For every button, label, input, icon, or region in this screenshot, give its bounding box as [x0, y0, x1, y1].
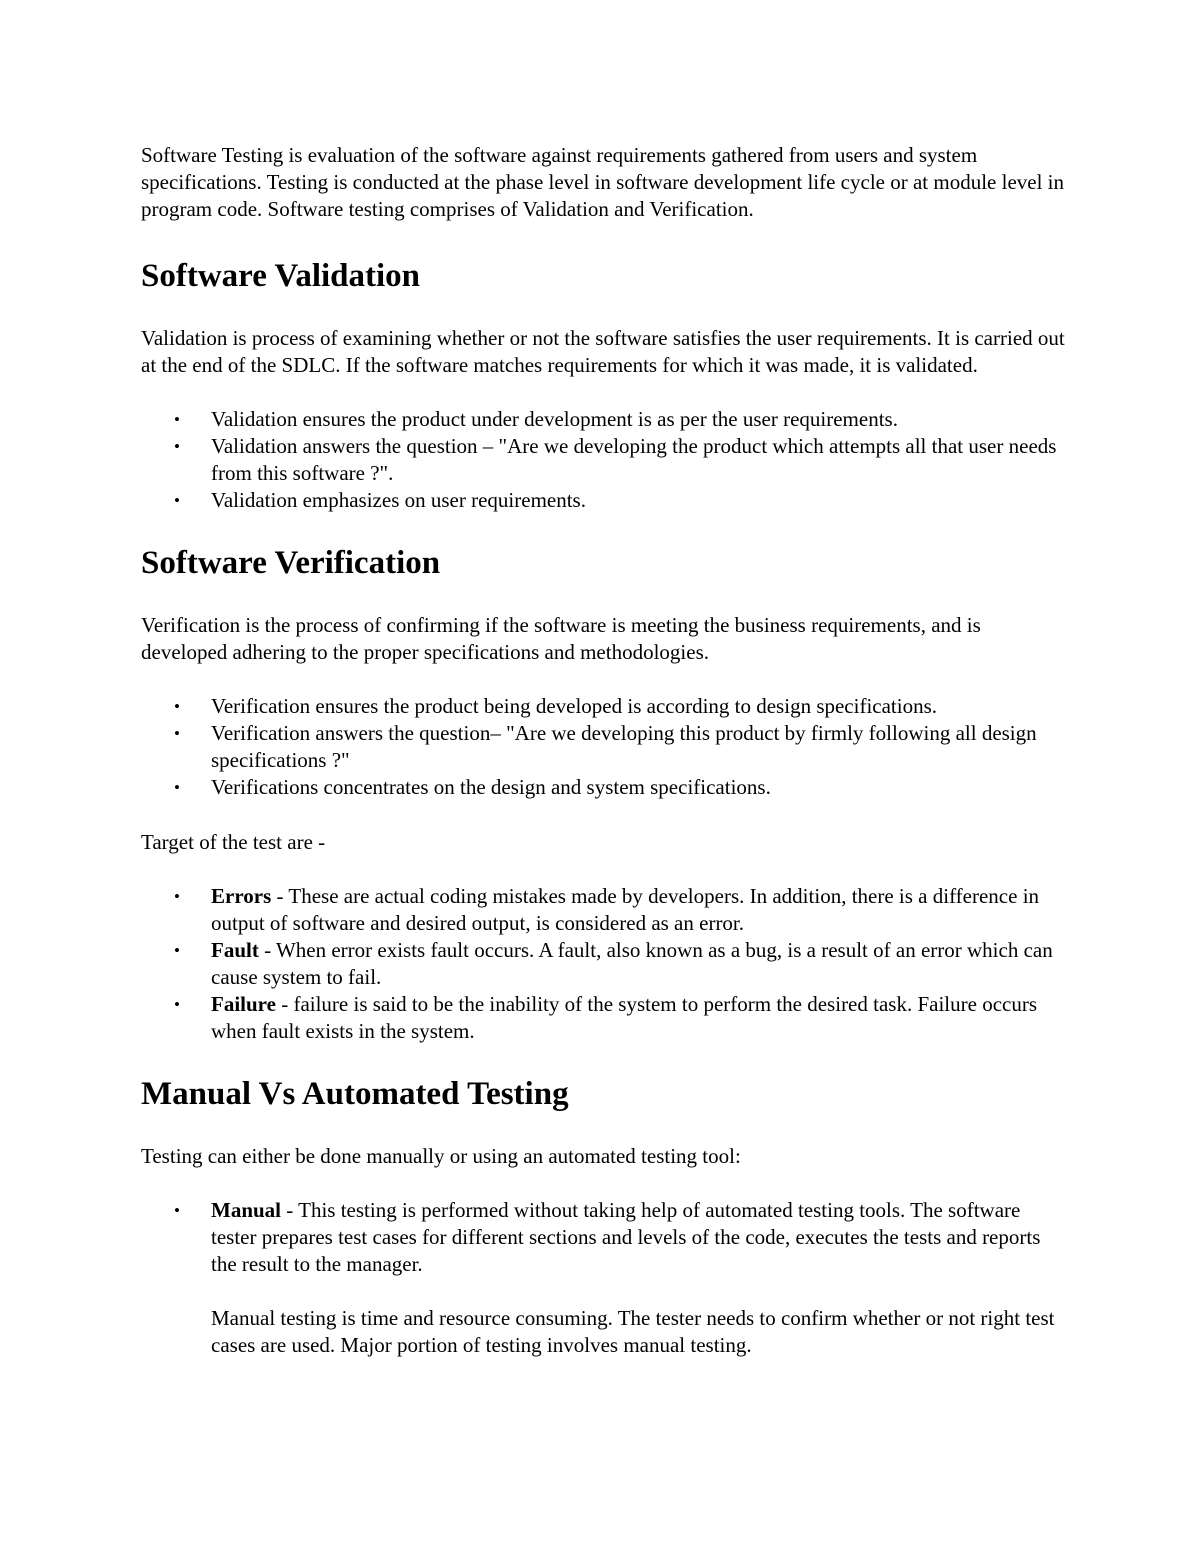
term-fault: Fault [211, 938, 259, 962]
bullet-icon: • [174, 941, 180, 960]
list-item-text: Validation ensures the product under development is as per the user requirements. [211, 407, 898, 431]
term-failure: Failure [211, 992, 276, 1016]
heading-manual-vs-automated: Manual Vs Automated Testing [141, 1076, 569, 1112]
term-errors: Errors [211, 884, 272, 908]
bullet-icon: • [174, 437, 180, 456]
list-item [141, 883, 1071, 937]
bullet-icon: • [174, 410, 180, 429]
intro-paragraph: Software Testing is evaluation of the software against requirements gathered from users and system specifications. Testing is conducted at the phase level in software development life cycle or at module level in program code. Software testing comprises of Validation and Verification. [141, 143, 1065, 221]
list-item [141, 937, 1071, 991]
manual-vs-automated-paragraph: Testing can either be done manually or using an automated testing tool: [141, 1144, 741, 1168]
bullet-icon: • [174, 995, 180, 1014]
list-item [141, 406, 1071, 433]
target-intro: Target of the test are - [141, 830, 326, 854]
bullet-icon: • [174, 697, 180, 716]
bullet-icon: • [174, 491, 180, 510]
bullet-icon: • [174, 1201, 180, 1220]
document-page [141, 142, 1071, 1359]
heading-software-validation: Software Validation [141, 258, 421, 294]
list-item-text: Verification answers the question– "Are we developing this product by firmly following all design specifications ?" [211, 721, 1037, 772]
term-description: - This testing is performed without taking help of automated testing tools. The software tester prepares test cases for different sections and levels of the code, executes the tests and reports the result to the manager. [211, 1198, 1041, 1276]
heading-software-verification: Software Verification [141, 545, 441, 581]
list-item [141, 720, 1071, 774]
list-item-text: Validation answers the question – "Are we developing the product which attempts all that user needs from this software ?". [211, 434, 1057, 485]
list-item [141, 991, 1071, 1045]
validation-paragraph: Validation is process of examining whether or not the software satisfies the user requirements. It is carried out at the end of the SDLC. If the software matches requirements for which it was made, it is validated. [141, 326, 1065, 377]
list-item [141, 1197, 1071, 1359]
manual-extra-paragraph: Manual testing is time and resource consuming. The tester needs to confirm whether or not right test cases are used. Major portion of testing involves manual testing. [211, 1306, 1055, 1357]
verification-list [141, 693, 1071, 801]
list-item [141, 487, 1071, 514]
term-description: - These are actual coding mistakes made by developers. In addition, there is a difference in output of software and desired output, is considered as an error. [211, 884, 1040, 935]
list-item-text: Verifications concentrates on the design and system specifications. [211, 775, 771, 799]
term-description: - failure is said to be the inability of the system to perform the desired task. Failure occurs when fault exists in the system. [211, 992, 1037, 1043]
list-item [141, 693, 1071, 720]
list-item [141, 433, 1071, 487]
term-description: - When error exists fault occurs. A fault, also known as a bug, is a result of an error which can cause system to fail. [211, 938, 1053, 989]
bullet-icon: • [174, 887, 180, 906]
bullet-icon: • [174, 778, 180, 797]
list-item [141, 774, 1071, 801]
validation-list [141, 406, 1071, 514]
testing-types-list [141, 1197, 1071, 1359]
verification-paragraph: Verification is the process of confirming if the software is meeting the business requirements, and is developed adhering to the proper specifications and methodologies. [141, 613, 981, 664]
list-item-text: Validation emphasizes on user requirements. [211, 488, 586, 512]
bullet-icon: • [174, 724, 180, 743]
list-item-text: Verification ensures the product being developed is according to design specifications. [211, 694, 938, 718]
term-manual: Manual [211, 1198, 282, 1222]
target-list [141, 883, 1071, 1045]
